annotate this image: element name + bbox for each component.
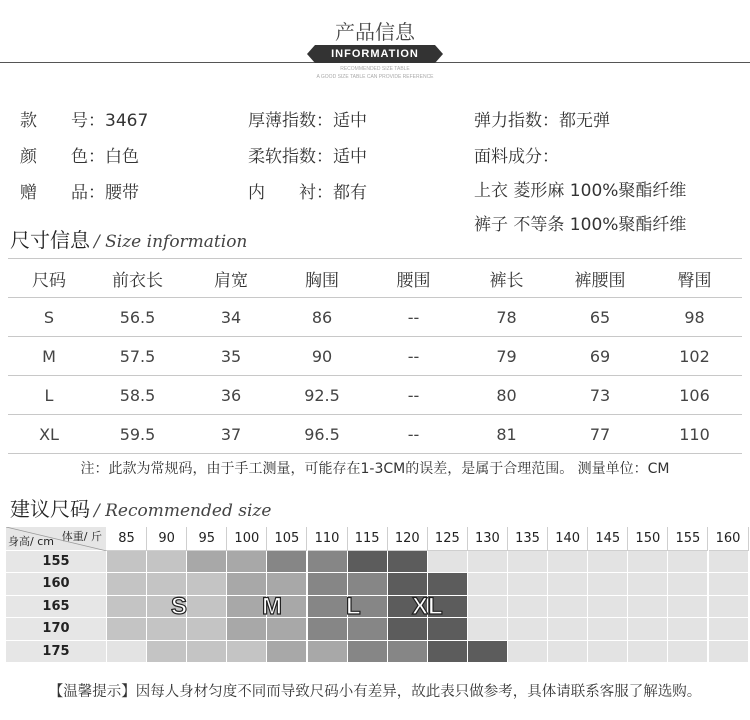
weight-header: 110 (308, 527, 348, 551)
size-zone-label: M (262, 593, 282, 620)
size-zone-cell (348, 618, 388, 640)
subtitle-line-2: A GOOD SIZE TABLE CAN PROVIDE REFERENCE (316, 74, 434, 80)
weight-header: 135 (508, 527, 548, 551)
size-zone-cell (468, 573, 508, 595)
weight-header: 85 (107, 527, 147, 551)
table-row (8, 298, 742, 337)
size-cell: XL (39, 424, 59, 444)
weight-header: 120 (388, 527, 428, 551)
size-zone-cell (227, 551, 267, 573)
size-cell: 96.5 (304, 424, 340, 444)
size-table (8, 258, 742, 454)
size-cell: 90 (311, 346, 333, 366)
size-zone-cell (548, 573, 588, 595)
weight-header: 155 (668, 527, 708, 551)
height-label: 165 (6, 596, 107, 618)
size-cell: -- (407, 346, 420, 366)
size-zone-cell (267, 618, 307, 640)
size-zone-cell (548, 596, 588, 618)
information-badge: INFORMATION (315, 45, 435, 63)
weight-header: 100 (227, 527, 267, 551)
info-color: 颜 色：白色 (20, 147, 139, 167)
size-zone-cell (348, 641, 388, 663)
size-cell: -- (407, 307, 420, 327)
size-zone-cell (388, 641, 428, 663)
size-zone-cell (227, 641, 267, 663)
col-header: 前衣长 (112, 270, 163, 291)
size-cell: 81 (496, 424, 517, 444)
size-cell: M (42, 346, 56, 366)
size-zone-cell (628, 573, 668, 595)
weight-header: 90 (147, 527, 187, 551)
size-cell: 36 (220, 385, 242, 405)
size-zone-cell (628, 618, 668, 640)
size-info-subtitle: / Size information (94, 232, 248, 252)
info-fabric-label: 面料成分： (474, 147, 559, 167)
height-label: 160 (6, 573, 107, 595)
size-zone-cell (668, 618, 708, 640)
size-zone-cell (468, 618, 508, 640)
size-zone-cell (709, 618, 749, 640)
size-cell: 34 (220, 307, 242, 327)
size-zone-cell (308, 618, 348, 640)
size-zone-cell (107, 573, 147, 595)
size-zone-cell (267, 641, 307, 663)
size-zone-cell (308, 573, 348, 595)
warm-tip: 【温馨提示】因每人身材匀度不同而导致尺码小有差异，故此表只做参考，具体请联系客服了解选购。 (48, 684, 702, 700)
recommended-size-subtitle: / Recommended size (94, 501, 272, 521)
weight-header: 125 (428, 527, 468, 551)
size-zone-cell (308, 596, 348, 618)
size-cell: 80 (496, 385, 517, 405)
size-zone-cell (107, 596, 147, 618)
size-cell: 86 (311, 307, 333, 327)
size-zone-cell (468, 596, 508, 618)
weight-header: 145 (588, 527, 628, 551)
weight-header: 130 (468, 527, 508, 551)
size-zone-cell (548, 618, 588, 640)
size-cell: -- (407, 424, 420, 444)
size-zone-cell (187, 573, 227, 595)
size-cell: 58.5 (119, 385, 156, 405)
size-cell: 59.5 (119, 424, 156, 444)
size-zone-cell (548, 551, 588, 573)
info-style-no: 款 号：3467 (20, 111, 149, 131)
weight-header: 105 (267, 527, 307, 551)
size-zone-cell (709, 551, 749, 573)
info-fabric-pants: 裤子 不等条 100%聚酯纤维 (474, 215, 687, 235)
size-cell: 77 (589, 424, 611, 444)
col-header: 肩宽 (214, 270, 248, 291)
size-zone-cell (388, 551, 428, 573)
size-cell: 78 (496, 307, 517, 327)
col-header: 尺码 (32, 270, 66, 291)
weight-header: 160 (709, 527, 749, 551)
weight-header: 95 (187, 527, 227, 551)
size-cell: 92.5 (304, 385, 340, 405)
size-cell: 57.5 (119, 346, 156, 366)
info-fabric-top: 上衣 菱形麻 100%聚酯纤维 (474, 181, 687, 201)
size-cell: 65 (589, 307, 611, 327)
weight-header: 150 (628, 527, 668, 551)
size-zone-cell (187, 551, 227, 573)
size-zone-cell (508, 551, 548, 573)
size-zone-cell (187, 618, 227, 640)
size-zone-cell (668, 641, 708, 663)
size-zone-cell (308, 641, 348, 663)
size-cell: 35 (220, 346, 242, 366)
info-softness: 柔软指数：适中 (248, 147, 367, 167)
size-zone-cell (348, 551, 388, 573)
size-cell: 106 (679, 385, 710, 405)
info-thickness: 厚薄指数：适中 (248, 111, 367, 131)
size-cell: -- (407, 385, 420, 405)
height-axis-label: 身高/ cm (8, 535, 54, 548)
table-row (8, 415, 742, 454)
size-zone-cell (709, 641, 749, 663)
size-cell: L (44, 385, 54, 405)
size-zone-cell (628, 551, 668, 573)
measurement-note: 注：此款为常规码，由于手工测量，可能存在1-3CM的误差，是属于合理范围。 测量单位：CM (80, 461, 670, 477)
size-zone-cell (709, 573, 749, 595)
size-zone-cell (468, 551, 508, 573)
size-zone-cell (668, 551, 708, 573)
size-cell: 98 (684, 307, 705, 327)
height-label: 155 (6, 551, 107, 573)
col-header: 臀围 (677, 270, 712, 291)
size-zone-cell (588, 596, 628, 618)
size-zone-label: S (171, 593, 188, 620)
size-cell: 110 (679, 424, 710, 444)
size-zone-cell (428, 551, 468, 573)
chart-corner-cell (6, 527, 107, 551)
col-header: 胸围 (305, 270, 339, 291)
page-title: 产品信息 (335, 20, 415, 44)
size-table-header-row (8, 259, 742, 298)
size-zone-cell (508, 618, 548, 640)
size-zone-cell (147, 641, 187, 663)
size-zone-cell (107, 641, 147, 663)
col-header: 腰围 (396, 270, 431, 291)
info-gift: 赠 品：腰带 (20, 183, 139, 203)
size-zone-cell (428, 641, 468, 663)
size-zone-cell (709, 596, 749, 618)
col-header: 裤长 (489, 270, 524, 291)
size-zone-cell (107, 618, 147, 640)
size-zone-cell (308, 551, 348, 573)
corner-diagonal-line (6, 527, 107, 551)
size-zone-cell (668, 573, 708, 595)
size-zone-cell (227, 618, 267, 640)
size-info-title: 尺寸信息 (10, 228, 90, 252)
subtitle-line-1: RECOMMENDED SIZE TABLE (340, 66, 410, 72)
weight-header: 115 (348, 527, 388, 551)
size-zone-cell (628, 596, 668, 618)
size-cell: 102 (679, 346, 710, 366)
size-cell: 56.5 (119, 307, 156, 327)
size-zone-label: XL (412, 593, 443, 620)
size-zone-cell (147, 551, 187, 573)
size-zone-cell (588, 551, 628, 573)
info-elasticity: 弹力指数：都无弹 (474, 111, 610, 131)
size-zone-cell (147, 618, 187, 640)
size-zone-cell (468, 641, 508, 663)
size-zone-cell (508, 573, 548, 595)
size-info-heading (10, 224, 247, 253)
size-zone-cell (588, 618, 628, 640)
recommended-size-title: 建议尺码 (10, 497, 90, 521)
col-header: 裤腰围 (574, 270, 626, 291)
size-zone-cell (548, 641, 588, 663)
size-zone-cell (267, 551, 307, 573)
size-cell: S (43, 307, 55, 327)
size-zone-cell (187, 596, 227, 618)
size-cell: 79 (496, 346, 517, 366)
weight-header: 140 (548, 527, 588, 551)
size-cell: 73 (589, 385, 611, 405)
recommended-size-heading (10, 493, 271, 522)
size-zone-cell (187, 641, 227, 663)
size-zone-cell (428, 618, 468, 640)
size-zone-cell (508, 641, 548, 663)
height-label: 170 (6, 618, 107, 640)
weight-axis-label: 体重/ 斤 (61, 530, 102, 543)
size-cell: 37 (220, 424, 242, 444)
size-zone-cell (107, 551, 147, 573)
size-cell: 69 (589, 346, 611, 366)
height-label: 175 (6, 641, 107, 663)
info-lining: 内 衬：都有 (248, 183, 367, 203)
size-zone-cell (668, 596, 708, 618)
table-row (8, 337, 742, 376)
size-zone-cell (588, 573, 628, 595)
corner-diagonal (6, 527, 107, 551)
size-zone-cell (628, 641, 668, 663)
size-zone-label: L (346, 593, 361, 620)
size-zone-cell (508, 596, 548, 618)
table-row (8, 376, 742, 415)
size-zone-cell (588, 641, 628, 663)
size-zone-cell (388, 618, 428, 640)
